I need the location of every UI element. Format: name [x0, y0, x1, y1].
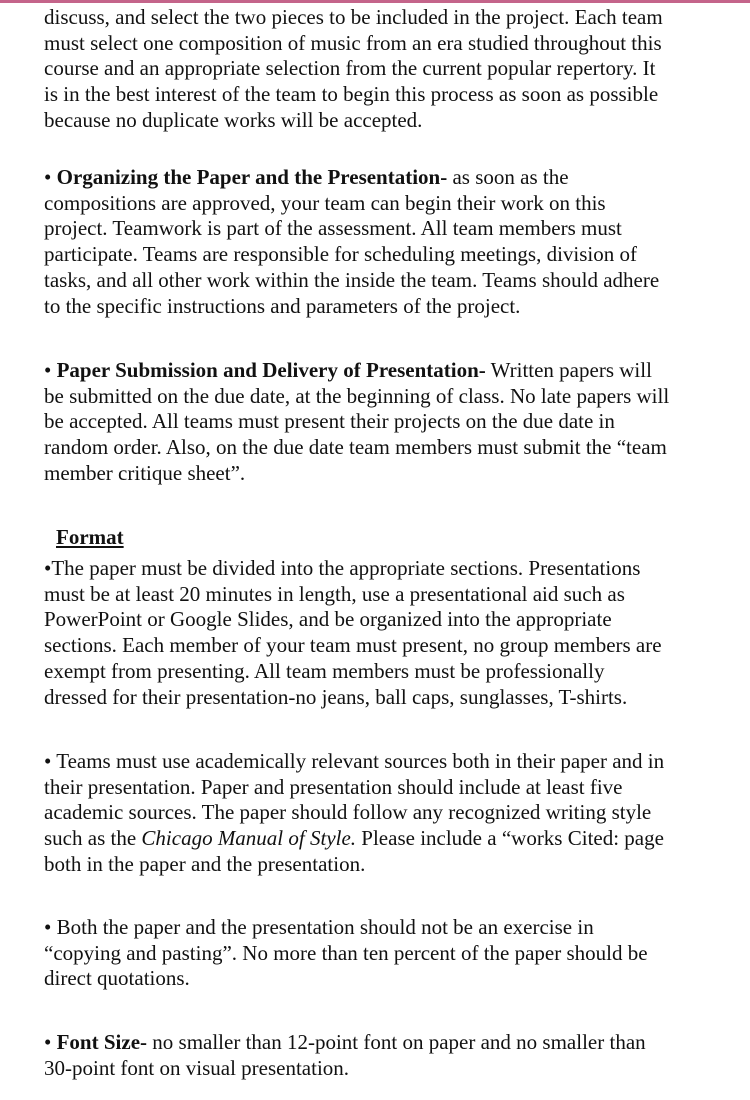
- lead-text: Organizing the Paper and the Presentation-: [56, 165, 448, 189]
- text-line: • Both the paper and the presentation should not be an exercise in: [44, 915, 594, 939]
- text-line: must be at least 20 minutes in length, use a presentational aid such as: [44, 581, 625, 606]
- text-line: “copying and pasting”. No more than ten percent of the paper should be: [44, 940, 648, 965]
- text-line: both in the paper and the presentation.: [44, 851, 366, 876]
- paragraph-format: [44, 556, 734, 710]
- format-heading: Format: [56, 525, 124, 549]
- text-line: compositions are approved, your team can begin their work on this: [44, 190, 606, 215]
- bullet: •: [44, 165, 57, 189]
- bullet: •: [44, 358, 57, 382]
- paragraph-copying: [44, 915, 734, 992]
- text-line: random order. Also, on the due date team members must submit the “team: [44, 435, 667, 460]
- paragraph-font-size: [44, 1030, 734, 1081]
- text-line: to the specific instructions and parameters of the project.: [44, 293, 521, 318]
- text-line: • Teams must use academically relevant sources both in their paper and in: [44, 749, 665, 773]
- text-line: participate. Teams are responsible for scheduling meetings, division of: [44, 242, 637, 267]
- text-line: project. Teamwork is part of the assessment. All team members must: [44, 216, 622, 241]
- text: as soon as the: [447, 165, 569, 189]
- text-line: their presentation. Paper and presentation should include at least five: [44, 774, 623, 799]
- text: no smaller than 12-point font on paper and no smaller than: [147, 1030, 646, 1054]
- text-line: sections. Each member of your team must present, no group members are: [44, 633, 662, 658]
- paragraph-organizing: [44, 165, 734, 319]
- text: Please include a “works Cited: page: [356, 826, 664, 851]
- text-line: must select one composition of music from an era studied throughout this: [44, 30, 662, 55]
- text-line: is in the best interest of the team to begin this process as soon as possible: [44, 82, 659, 107]
- text-line: 30-point font on visual presentation.: [44, 1055, 350, 1080]
- text-line: academic sources. The paper should follow any recognized writing style: [44, 800, 652, 825]
- text-line: tasks, and all other work within the inside the team. Teams should adhere: [44, 267, 660, 292]
- text: Written papers will: [485, 358, 652, 382]
- paragraph-selection: [44, 5, 734, 134]
- paragraph-sources: [44, 749, 734, 878]
- text-line: be submitted on the due date, at the beginning of class. No late papers will: [44, 383, 670, 408]
- text-line: course and an appropriate selection from the current popular repertory. It: [44, 56, 656, 81]
- text-line: PowerPoint or Google Slides, and be organized into the appropriate: [44, 607, 612, 632]
- text-line: because no duplicate works will be accepted.: [44, 107, 423, 132]
- text: such as the: [44, 826, 142, 851]
- italic-title: Chicago Manual of Style.: [141, 826, 357, 851]
- text-line: member critique sheet”.: [44, 460, 246, 485]
- page-edge-line: [0, 0, 750, 3]
- text-line: direct quotations.: [44, 966, 190, 991]
- paragraph-submission: [44, 358, 734, 487]
- text-line: exempt from presenting. All team members must be professionally: [44, 658, 605, 683]
- text-line: •The paper must be divided into the appropriate sections. Presentations: [44, 556, 641, 580]
- text-line: dressed for their presentation-no jeans, ball caps, sunglasses, T-shirts.: [44, 684, 628, 709]
- lead-text: Font Size-: [56, 1030, 148, 1054]
- text-line: discuss, and select the two pieces to be included in the project. Each team: [44, 5, 663, 29]
- lead-text: Paper Submission and Delivery of Presentation-: [56, 358, 486, 382]
- text-line: be accepted. All teams must present their projects on the due date in: [44, 409, 615, 434]
- bullet: •: [44, 1030, 57, 1054]
